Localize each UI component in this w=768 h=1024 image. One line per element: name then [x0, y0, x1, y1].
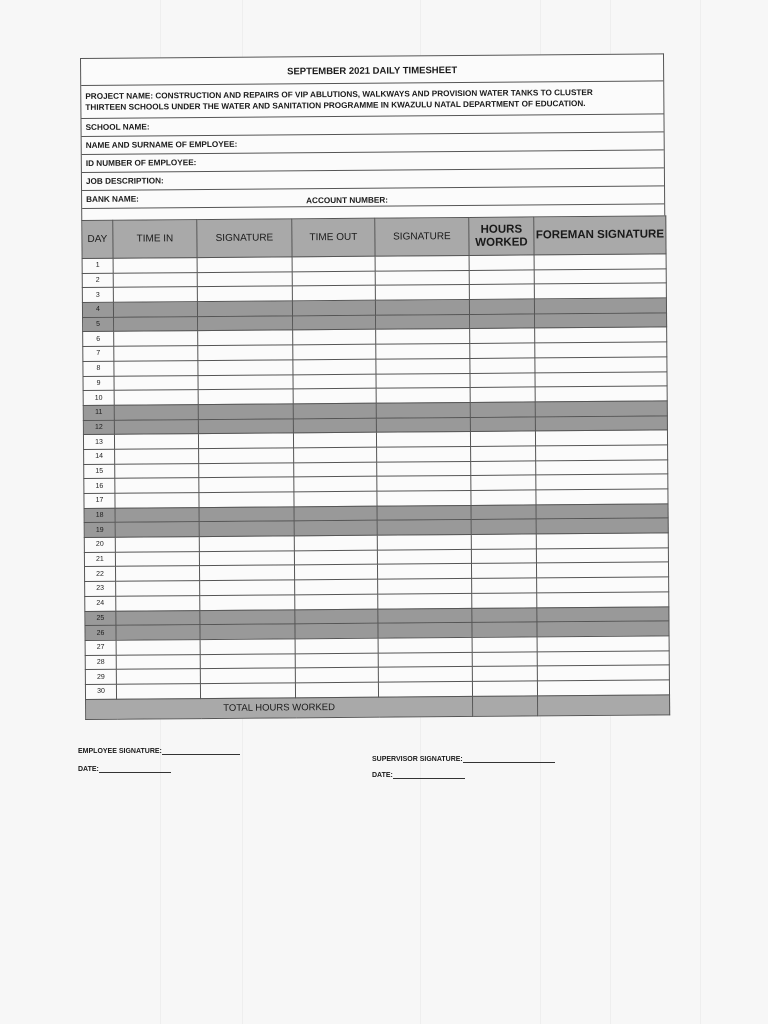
signature-out-cell[interactable]: [377, 549, 471, 564]
signature-in-cell[interactable]: [200, 653, 295, 668]
time-out-cell[interactable]: [294, 506, 377, 521]
signature-in-cell[interactable]: [199, 507, 294, 522]
signature-out-cell[interactable]: [375, 285, 469, 300]
time-out-cell[interactable]: [292, 271, 375, 286]
time-in-cell[interactable]: [113, 272, 197, 287]
signature-out-cell[interactable]: [378, 623, 472, 638]
signature-in-cell[interactable]: [198, 330, 293, 345]
signature-in-cell[interactable]: [197, 301, 292, 316]
signature-out-cell[interactable]: [376, 402, 470, 417]
time-in-cell[interactable]: [115, 493, 199, 508]
signature-in-cell[interactable]: [198, 345, 293, 360]
project-name: [81, 81, 663, 119]
time-out-cell[interactable]: [293, 315, 376, 330]
employee-date-line: [78, 766, 171, 773]
signature-out-cell[interactable]: [376, 373, 470, 388]
signature-out-cell[interactable]: [377, 520, 471, 535]
hours-worked-cell[interactable]: [470, 358, 535, 373]
time-in-cell[interactable]: [114, 360, 198, 375]
day-number: 16: [84, 479, 115, 494]
signature-out-cell[interactable]: [376, 417, 470, 432]
time-out-cell[interactable]: [295, 623, 378, 638]
hours-worked-cell[interactable]: [470, 402, 535, 417]
time-in-cell[interactable]: [114, 316, 198, 331]
time-in-cell[interactable]: [115, 522, 199, 537]
signature-in-cell[interactable]: [199, 477, 294, 492]
signature-in-cell[interactable]: [199, 536, 294, 551]
signature-out-cell[interactable]: [377, 564, 471, 579]
header-time-out: TIME OUT: [292, 218, 375, 257]
foreman-signature-cell[interactable]: [535, 313, 667, 329]
hours-worked-cell[interactable]: [471, 519, 536, 534]
hours-worked-cell[interactable]: [472, 578, 537, 593]
foreman-signature-cell[interactable]: [537, 621, 669, 637]
time-out-cell[interactable]: [294, 476, 377, 491]
hours-worked-cell[interactable]: [470, 416, 535, 431]
signature-in-cell[interactable]: [198, 374, 293, 389]
foreman-signature-cell[interactable]: [535, 371, 667, 387]
time-out-cell[interactable]: [293, 403, 376, 418]
hours-worked-cell[interactable]: [471, 475, 536, 490]
day-number: 9: [83, 376, 114, 391]
bank-name-label: BANK NAME:: [86, 194, 139, 204]
signature-out-cell[interactable]: [378, 608, 472, 623]
foreman-signature-cell[interactable]: [536, 474, 668, 490]
time-in-cell[interactable]: [115, 478, 199, 493]
time-out-cell[interactable]: [293, 418, 376, 433]
day-number: 28: [85, 655, 116, 670]
day-number: 11: [83, 405, 114, 420]
hours-worked-cell[interactable]: [472, 593, 537, 608]
signature-in-cell[interactable]: [200, 668, 295, 683]
hours-worked-cell[interactable]: [469, 255, 534, 270]
foreman-signature-cell[interactable]: [535, 401, 667, 417]
account-number-label: ACCOUNT NUMBER:: [306, 195, 389, 206]
signature-out-cell[interactable]: [377, 490, 471, 505]
hours-worked-cell[interactable]: [470, 372, 535, 387]
time-in-cell[interactable]: [116, 639, 200, 654]
signature-in-cell[interactable]: [200, 595, 295, 610]
day-number: 8: [83, 361, 114, 376]
foreman-signature-cell[interactable]: [534, 254, 666, 270]
time-in-cell[interactable]: [113, 287, 197, 302]
time-out-cell[interactable]: [295, 609, 378, 624]
school-name-field: SCHOOL NAME:: [81, 114, 663, 137]
hours-worked-cell[interactable]: [471, 446, 536, 461]
day-number: 24: [85, 596, 116, 611]
signature-in-cell[interactable]: [199, 565, 294, 580]
signature-out-cell[interactable]: [378, 637, 472, 652]
hours-worked-cell[interactable]: [471, 534, 536, 549]
time-in-cell[interactable]: [115, 566, 199, 581]
project-line-2: THIRTEEN SCHOOLS UNDER THE WATER AND SANITATION PROGRAMME IN KWAZULU NATAL DEPARTMENT OF EDUCATION.: [85, 99, 586, 112]
time-out-cell[interactable]: [295, 579, 378, 594]
foreman-signature-cell[interactable]: [536, 518, 668, 534]
signature-out-cell[interactable]: [376, 358, 470, 373]
signature-out-cell[interactable]: [377, 476, 471, 491]
time-in-cell[interactable]: [114, 390, 198, 405]
total-hours-label: TOTAL HOURS WORKED: [86, 696, 473, 719]
day-number: 26: [85, 625, 116, 640]
hours-worked-cell[interactable]: [470, 387, 535, 402]
header-foreman-signature: FOREMAN SIGNATURE: [534, 216, 666, 255]
page-title: SEPTEMBER 2021 DAILY TIMESHEET: [81, 54, 663, 86]
header-signature-in: SIGNATURE: [197, 219, 292, 258]
employee-name-field: NAME AND SURNAME OF EMPLOYEE:: [82, 132, 664, 155]
time-in-cell[interactable]: [114, 375, 198, 390]
day-number: 4: [82, 302, 113, 317]
hours-worked-cell[interactable]: [471, 461, 536, 476]
foreman-signature-cell[interactable]: [536, 504, 668, 520]
time-out-cell[interactable]: [293, 432, 376, 447]
time-in-cell[interactable]: [116, 610, 200, 625]
day-number: 18: [84, 508, 115, 523]
day-number: 6: [83, 332, 114, 347]
day-rows: [82, 254, 669, 699]
foreman-signature-cell[interactable]: [537, 680, 669, 696]
signature-in-cell[interactable]: [199, 551, 294, 566]
time-in-cell[interactable]: [116, 625, 200, 640]
time-out-cell[interactable]: [295, 638, 378, 653]
signature-in-cell[interactable]: [198, 418, 293, 433]
foreman-signature-cell[interactable]: [535, 386, 667, 402]
time-out-cell[interactable]: [294, 565, 377, 580]
employee-signature-label: EMPLOYEE SIGNATURE:: [78, 748, 162, 755]
foreman-signature-cell[interactable]: [537, 650, 669, 666]
signature-out-cell[interactable]: [377, 461, 471, 476]
hours-worked-cell[interactable]: [471, 505, 536, 520]
hours-worked-cell[interactable]: [469, 299, 534, 314]
day-number: 20: [84, 537, 115, 552]
foreman-signature-cell[interactable]: [537, 606, 669, 622]
signature-out-cell[interactable]: [376, 329, 470, 344]
foreman-signature-cell[interactable]: [536, 445, 668, 461]
hours-worked-cell[interactable]: [471, 490, 536, 505]
signature-in-cell[interactable]: [199, 521, 294, 536]
supervisor-date-line: [372, 772, 465, 779]
signature-out-cell[interactable]: [377, 446, 471, 461]
job-description-field: JOB DESCRIPTION:: [82, 168, 664, 191]
time-in-cell[interactable]: [116, 684, 200, 699]
time-in-cell[interactable]: [114, 346, 198, 361]
day-number: 13: [83, 434, 114, 449]
signature-in-cell[interactable]: [199, 462, 294, 477]
time-out-cell[interactable]: [295, 653, 378, 668]
foreman-signature-cell[interactable]: [534, 298, 666, 314]
foreman-signature-cell[interactable]: [535, 357, 667, 373]
day-number: 15: [84, 464, 115, 479]
foreman-signature-cell[interactable]: [536, 489, 668, 505]
signature-in-cell[interactable]: [198, 433, 293, 448]
foreman-signature-cell[interactable]: [536, 533, 668, 549]
day-number: 19: [84, 523, 115, 538]
day-number: 29: [85, 669, 116, 684]
time-in-cell[interactable]: [116, 595, 200, 610]
time-in-cell[interactable]: [114, 419, 198, 434]
hours-worked-cell[interactable]: [471, 549, 536, 564]
employee-date-blank[interactable]: [99, 772, 171, 773]
time-out-cell[interactable]: [293, 330, 376, 345]
day-number: 5: [83, 317, 114, 332]
header-time-in: TIME IN: [113, 220, 197, 259]
signature-out-cell[interactable]: [377, 505, 471, 520]
day-number: 3: [82, 288, 113, 303]
hours-worked-cell[interactable]: [470, 431, 535, 446]
signature-in-cell[interactable]: [197, 286, 292, 301]
header-hours-worked: HOURS WORKED: [469, 217, 534, 256]
time-in-cell[interactable]: [115, 537, 199, 552]
hours-worked-cell[interactable]: [472, 681, 537, 696]
day-number: 25: [85, 611, 116, 626]
time-out-cell[interactable]: [293, 344, 376, 359]
signature-in-cell[interactable]: [200, 580, 295, 595]
time-in-cell[interactable]: [115, 551, 199, 566]
time-in-cell[interactable]: [115, 449, 199, 464]
day-number: 23: [85, 581, 116, 596]
signature-in-cell[interactable]: [197, 272, 292, 287]
supervisor-signature-label: SUPERVISOR SIGNATURE:: [372, 756, 463, 763]
time-in-cell[interactable]: [115, 463, 199, 478]
time-out-cell[interactable]: [294, 447, 377, 462]
signature-out-cell[interactable]: [375, 300, 469, 315]
time-out-cell[interactable]: [295, 594, 378, 609]
signature-out-cell[interactable]: [376, 388, 470, 403]
time-in-cell[interactable]: [116, 669, 200, 684]
total-row: [86, 695, 670, 720]
day-number: 10: [83, 390, 114, 405]
signature-in-cell[interactable]: [200, 683, 295, 698]
header-signature-out: SIGNATURE: [375, 217, 469, 256]
foreman-signature-cell[interactable]: [534, 283, 666, 299]
day-number: 22: [84, 567, 115, 582]
supervisor-date-blank[interactable]: [393, 778, 465, 779]
time-out-cell[interactable]: [294, 521, 377, 536]
time-in-cell[interactable]: [113, 302, 197, 317]
signature-in-cell[interactable]: [198, 316, 293, 331]
signature-out-cell[interactable]: [378, 652, 472, 667]
time-out-cell[interactable]: [295, 682, 378, 697]
day-number: 12: [83, 420, 114, 435]
foreman-signature-cell[interactable]: [537, 665, 669, 681]
signature-in-cell[interactable]: [197, 257, 292, 272]
supervisor-signature-line: [372, 756, 555, 763]
foreman-signature-cell[interactable]: [537, 592, 669, 608]
time-out-cell[interactable]: [293, 359, 376, 374]
employee-signature-line: [78, 748, 240, 755]
hours-worked-cell[interactable]: [472, 637, 537, 652]
time-in-cell[interactable]: [116, 654, 200, 669]
day-number: 30: [85, 684, 116, 699]
foreman-signature-cell[interactable]: [536, 460, 668, 476]
timesheet: [80, 53, 669, 719]
total-hours-cell[interactable]: [473, 696, 538, 717]
signature-out-cell[interactable]: [378, 593, 472, 608]
signature-in-cell[interactable]: [198, 389, 293, 404]
time-in-cell[interactable]: [114, 331, 198, 346]
time-out-cell[interactable]: [293, 374, 376, 389]
hours-worked-cell[interactable]: [470, 314, 535, 329]
day-number: 7: [83, 346, 114, 361]
foreman-signature-cell[interactable]: [535, 430, 667, 446]
foreman-signature-cell[interactable]: [537, 577, 669, 593]
day-number: 14: [84, 449, 115, 464]
hours-worked-cell[interactable]: [469, 284, 534, 299]
hours-worked-cell[interactable]: [470, 328, 535, 343]
hours-worked-cell[interactable]: [472, 622, 537, 637]
foreman-signature-cell[interactable]: [535, 342, 667, 358]
signature-out-cell[interactable]: [378, 579, 472, 594]
day-number: 21: [84, 552, 115, 567]
signature-in-cell[interactable]: [199, 448, 294, 463]
foreman-signature-cell[interactable]: [536, 562, 668, 578]
time-out-cell[interactable]: [292, 256, 375, 271]
hours-worked-cell[interactable]: [472, 666, 537, 681]
signature-out-cell[interactable]: [375, 255, 469, 270]
time-in-cell[interactable]: [114, 434, 198, 449]
signature-out-cell[interactable]: [376, 314, 470, 329]
hours-worked-cell[interactable]: [472, 651, 537, 666]
signature-out-cell[interactable]: [378, 667, 472, 682]
time-in-cell[interactable]: [113, 258, 197, 273]
header-day: DAY: [82, 220, 113, 258]
table-header-row: [82, 216, 666, 259]
signature-out-cell[interactable]: [377, 535, 471, 550]
hours-worked-cell[interactable]: [469, 270, 534, 285]
project-line-1: PROJECT NAME: CONSTRUCTION AND REPAIRS OF VIP ABLUTIONS, WALKWAYS AND PROVISION WATER TANKS TO CLUSTER: [85, 87, 593, 101]
hours-worked-cell[interactable]: [472, 607, 537, 622]
timesheet-table: [81, 215, 670, 719]
foreman-signature-cell[interactable]: [537, 636, 669, 652]
time-out-cell[interactable]: [294, 491, 377, 506]
total-foreman-cell[interactable]: [538, 695, 670, 716]
signature-in-cell[interactable]: [199, 492, 294, 507]
foreman-signature-cell[interactable]: [536, 548, 668, 564]
day-number: 17: [84, 493, 115, 508]
time-out-cell[interactable]: [292, 300, 375, 315]
time-in-cell[interactable]: [116, 581, 200, 596]
time-in-cell[interactable]: [115, 507, 199, 522]
day-number: 2: [82, 273, 113, 288]
signature-in-cell[interactable]: [200, 639, 295, 654]
time-out-cell[interactable]: [294, 462, 377, 477]
supervisor-date-label: DATE:: [372, 772, 393, 779]
time-out-cell[interactable]: [295, 667, 378, 682]
signature-out-cell[interactable]: [376, 344, 470, 359]
time-out-cell[interactable]: [293, 388, 376, 403]
signature-in-cell[interactable]: [198, 360, 293, 375]
signature-in-cell[interactable]: [200, 609, 295, 624]
foreman-signature-cell[interactable]: [534, 269, 666, 285]
signature-in-cell[interactable]: [198, 404, 293, 419]
foreman-signature-cell[interactable]: [535, 327, 667, 343]
employee-date-label: DATE:: [78, 766, 99, 773]
signature-in-cell[interactable]: [200, 624, 295, 639]
timesheet-header: [80, 53, 665, 220]
signature-out-cell[interactable]: [375, 270, 469, 285]
day-number: 27: [85, 640, 116, 655]
signature-out-cell[interactable]: [376, 432, 470, 447]
time-out-cell[interactable]: [292, 286, 375, 301]
foreman-signature-cell[interactable]: [535, 415, 667, 431]
hours-worked-cell[interactable]: [471, 563, 536, 578]
employee-signature-blank[interactable]: [162, 754, 240, 755]
signature-out-cell[interactable]: [378, 681, 472, 696]
time-out-cell[interactable]: [294, 535, 377, 550]
hours-worked-cell[interactable]: [470, 343, 535, 358]
supervisor-signature-blank[interactable]: [463, 762, 555, 763]
time-out-cell[interactable]: [294, 550, 377, 565]
time-in-cell[interactable]: [114, 404, 198, 419]
id-number-field: ID NUMBER OF EMPLOYEE:: [82, 150, 664, 173]
day-number: 1: [82, 258, 113, 273]
